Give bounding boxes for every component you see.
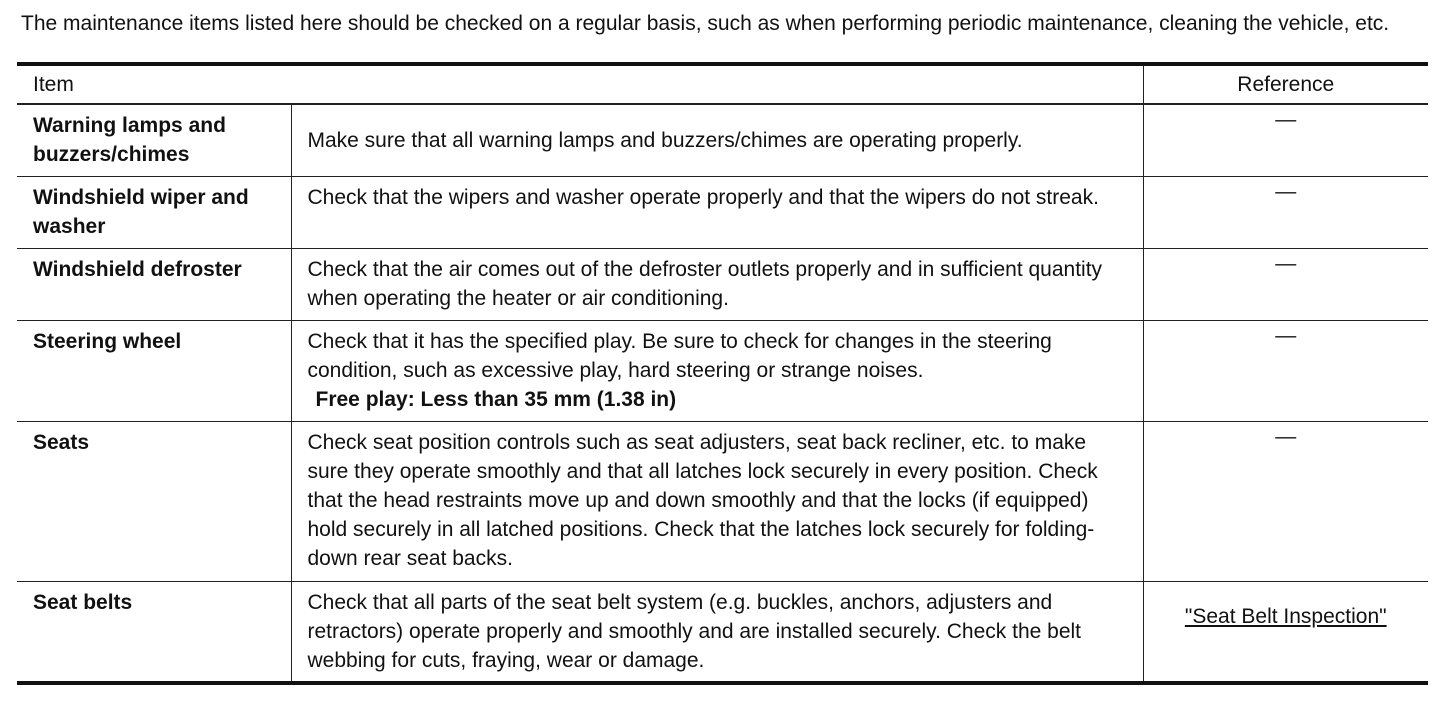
row-item-defroster: Windshield defroster: [17, 248, 291, 320]
table-row: [17, 176, 1428, 248]
row-description: Make sure that all warning lamps and buzzers/chimes are operating properly.: [291, 104, 1143, 176]
no-reference-dash: —: [1275, 424, 1297, 448]
row-description: Check that the wipers and washer operate properly and that the wipers do not streak.: [291, 176, 1143, 248]
row-item-warning-lamps: Warning lamps and buzzers/chimes: [17, 104, 291, 176]
row-item-seats: Seats: [17, 421, 291, 581]
row-item-steering-wheel: Steering wheel: [17, 320, 291, 421]
row-reference: [1143, 421, 1428, 581]
table-row: [17, 421, 1428, 581]
table-header-row: [17, 64, 1428, 104]
no-reference-dash: —: [1275, 179, 1297, 203]
table-row: [17, 581, 1428, 683]
row-reference: [1143, 320, 1428, 421]
header-reference: Reference: [1143, 64, 1428, 104]
row-description: Check that the air comes out of the defroster outlets properly and in sufficient quantity when operating the heater or air conditioning.: [291, 248, 1143, 320]
row-item-seat-belts: Seat belts: [17, 581, 291, 683]
table-row: [17, 320, 1428, 421]
intro-paragraph: The maintenance items listed here should be checked on a regular basis, such as when performing periodic maintenance, cleaning the vehicle, etc.: [21, 12, 1390, 35]
row-reference: [1143, 248, 1428, 320]
row-reference: [1143, 581, 1428, 683]
row-description: [291, 320, 1143, 421]
header-item: Item: [17, 64, 1143, 104]
maintenance-table: [17, 62, 1428, 685]
row-reference: [1143, 176, 1428, 248]
no-reference-dash: —: [1275, 251, 1297, 275]
row-description-text: Check that it has the specified play. Be sure to check for changes in the steering condition, such as excessive play, hard steering or strange noises.: [307, 329, 1052, 382]
table-row: [17, 104, 1428, 176]
table-row: [17, 248, 1428, 320]
seat-belt-inspection-link[interactable]: "Seat Belt Inspection": [1184, 604, 1387, 628]
row-description: Check that all parts of the seat belt system (e.g. buckles, anchors, adjusters and retractors) operate properly and smoothly and are installed securely. Check the belt webbing for cuts, fraying, wear or damage.: [291, 581, 1143, 683]
free-play-spec: Free play: Less than 35 mm (1.38 in): [315, 387, 677, 411]
row-item-wiper-washer: Windshield wiper and washer: [17, 176, 291, 248]
no-reference-dash: —: [1275, 323, 1297, 347]
row-description: Check seat position controls such as seat adjusters, seat back recliner, etc. to make sure they operate smoothly and that all latches lock securely in every position. Check that the head restraints move up and down smoothly and that the locks (if equipped) hold securely in all latched positions. Check that the latches lock securely for folding-down rear seat backs.: [291, 421, 1143, 581]
no-reference-dash: —: [1275, 108, 1297, 131]
row-reference: [1143, 104, 1428, 176]
